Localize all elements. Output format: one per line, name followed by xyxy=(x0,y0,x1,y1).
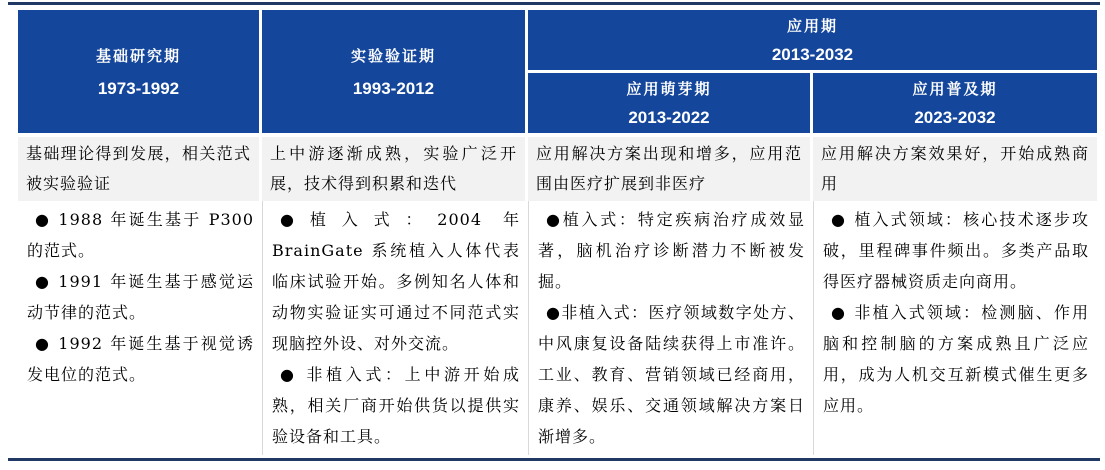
bci-phase-table xyxy=(18,10,1097,455)
phase-years: 1973-1992 xyxy=(97,78,180,98)
bullet-item: ● 非植入式领域：检测脑、作用脑和控制脑的方案成熟且广泛应用，成为人机交互新模式催生更多应用。 xyxy=(823,303,1089,415)
phase-years: 1993-2012 xyxy=(352,78,435,98)
bullet-item: ● 1992 年诞生基于视觉诱发电位的范式。 xyxy=(27,334,254,384)
intro-row xyxy=(18,137,1097,201)
table-header xyxy=(18,10,1097,133)
phase-title: 应用萌芽期 xyxy=(626,80,712,98)
details-cell-basic-research xyxy=(18,201,262,455)
header-cell-application xyxy=(528,10,1097,70)
bullet-item: ●植入式：2004 年 BrainGate 系统植入人体代表临床试验开始。多例知名人体和动物实验证实可通过不同范式实现脑控外设、对外交流。 xyxy=(272,210,520,353)
intro-cell-application-popularization: 应用解决方案效果好，开始成熟商用 xyxy=(813,137,1097,201)
header-cell-basic-research xyxy=(18,10,259,133)
details-row xyxy=(18,201,1097,455)
phase-years: 2023-2032 xyxy=(914,108,996,127)
phase-title: 基础研究期 xyxy=(95,46,181,65)
header-cell-application-popularization xyxy=(813,73,1097,133)
bullet-item: ●非植入式：医疗领域数字处方、中风康复设备陆续获得上市准许。工业、教育、营销领域已经商用，康养、娱乐、交通领域解决方案日渐增多。 xyxy=(538,303,805,446)
intro-cell-experiment-validation: 上中游逐渐成熟，实验广泛开展，技术得到积累和迭代 xyxy=(262,137,525,201)
bullet-item: ● 植入式领域：核心技术逐步攻破，里程碑事件频出。多类产品取得医疗器械资质走向商用。 xyxy=(823,210,1089,291)
header-cell-experiment-validation xyxy=(262,10,525,133)
phase-years: 2013-2022 xyxy=(628,108,710,127)
details-cell-application-popularization xyxy=(813,201,1097,455)
bottom-rule xyxy=(8,458,1100,461)
bullet-item: ● 1988 年诞生基于 P300 的范式。 xyxy=(27,210,254,260)
phase-title: 应用期 xyxy=(786,17,838,35)
bullet-item: ●植入式：特定疾病治疗成效显著，脑机治疗诊断潜力不断被发掘。 xyxy=(538,210,805,291)
intro-cell-application-budding: 应用解决方案出现和增多，应用范围由医疗扩展到非医疗 xyxy=(528,137,810,201)
details-cell-application-budding xyxy=(528,201,813,455)
header-cell-application-budding xyxy=(528,73,810,133)
bullet-item: ● 非植入式：上中游开始成熟，相关厂商开始供货以提供实验设备和工具。 xyxy=(272,365,520,446)
phase-years: 2013-2032 xyxy=(771,45,854,64)
intro-cell-basic-research: 基础理论得到发展，相关范式被实验验证 xyxy=(18,137,259,201)
bullet-item: ● 1991 年诞生基于感觉运动节律的范式。 xyxy=(27,272,254,322)
phase-title: 实验验证期 xyxy=(350,46,436,65)
details-cell-experiment-validation xyxy=(262,201,528,455)
top-rule xyxy=(8,2,1100,5)
phase-title: 应用普及期 xyxy=(912,80,998,98)
